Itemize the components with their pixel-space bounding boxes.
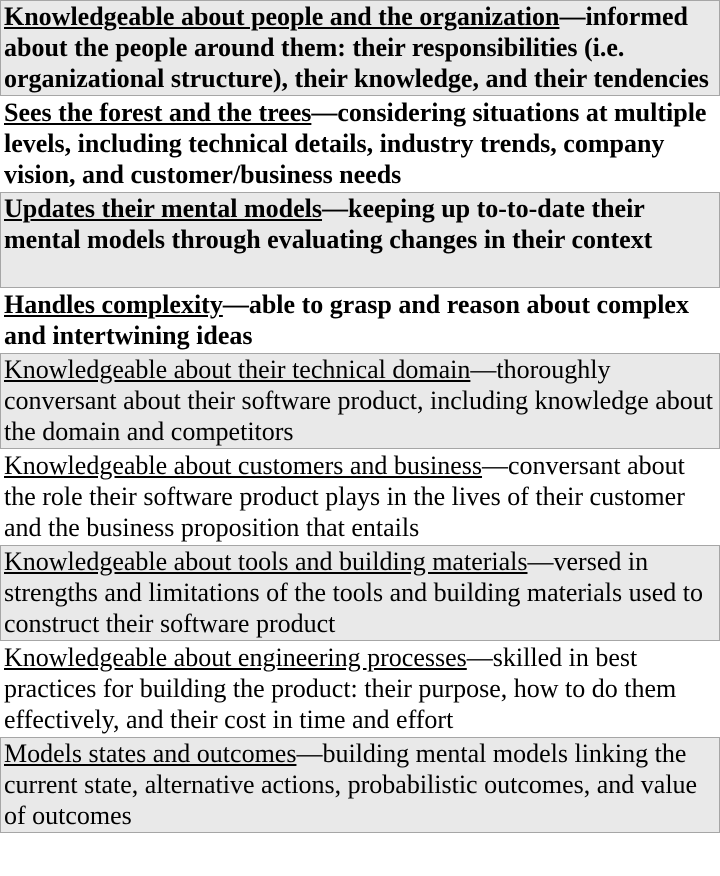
attribute-title: Knowledgeable about people and the organization [4, 2, 560, 31]
attribute-description: —versed in strengths and limitations of the tools and building materials used to construct their software product [4, 547, 704, 638]
table-row [0, 449, 720, 545]
table-row [0, 737, 720, 833]
attribute-title: Sees the forest and the trees [4, 98, 312, 127]
attribute-description: —thoroughly conversant about their software product, including knowledge about the domain and competitors [4, 355, 714, 446]
table-row [0, 96, 720, 192]
attribute-description: —able to grasp and reason about complex and intertwining ideas [4, 290, 689, 350]
attribute-description: —conversant about the role their software product plays in the lives of their customer and the business proposition that entails [4, 451, 685, 542]
table-row [0, 288, 720, 353]
attribute-description: —skilled in best practices for building the product: their purpose, how to do them effectively, and their cost in time and effort [4, 643, 677, 734]
attribute-title: Knowledgeable about their technical domain [4, 355, 471, 384]
table-row [0, 192, 720, 288]
table-row [0, 0, 720, 96]
attribute-title: Knowledgeable about engineering processes [4, 643, 467, 672]
attribute-title: Handles complexity [4, 290, 223, 319]
attribute-title: Models states and outcomes [4, 739, 297, 768]
attribute-title: Knowledgeable about customers and business [4, 451, 483, 480]
attribute-description: —considering situations at multiple levels, including technical details, industry trends, company vision, and customer/business needs [4, 98, 707, 189]
table-row [0, 545, 720, 641]
attribute-title: Updates their mental models [4, 194, 323, 223]
table-row [0, 641, 720, 737]
attribute-description: —keeping up to-to-date their mental models through evaluating changes in their context [4, 194, 653, 254]
attribute-title: Knowledgeable about tools and building materials [4, 547, 528, 576]
attribute-description: —building mental models linking the current state, alternative actions, probabilistic outcomes, and value of outcomes [4, 739, 698, 830]
attribute-description: —informed about the people around them: their responsibilities (i.e. organizational structure), their knowledge, and their tendencies [4, 2, 709, 93]
table-row [0, 353, 720, 449]
